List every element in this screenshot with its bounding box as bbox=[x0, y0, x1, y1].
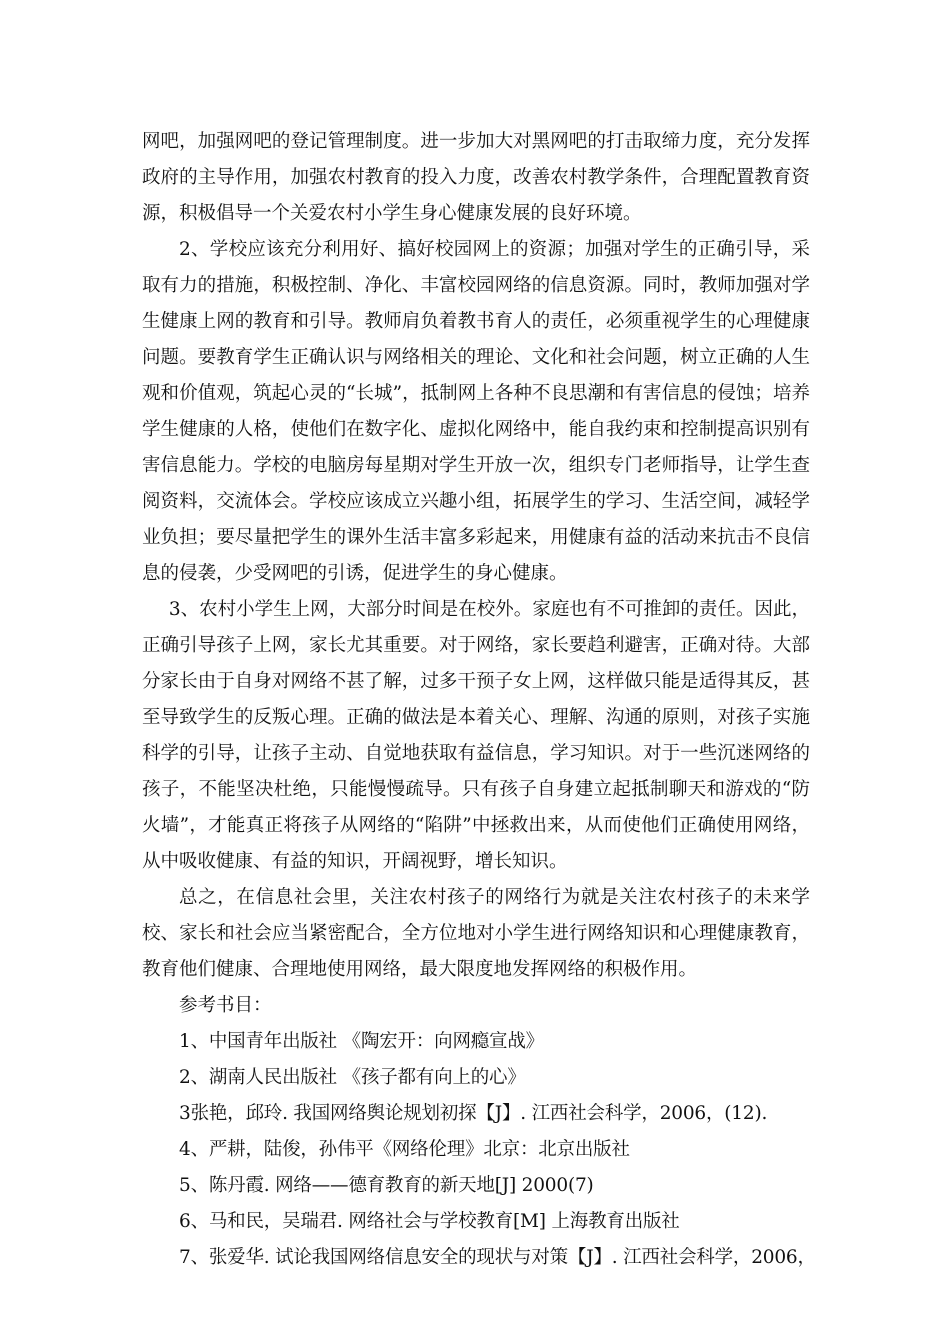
reference-item: 4、严耕，陆俊，孙伟平《网络伦理》北京：北京出版社 bbox=[179, 1139, 630, 1160]
reference-item: 1、中国青年出版社 《陶宏开：向网瘾宣战》 bbox=[179, 1031, 544, 1052]
reference-item: 3张艳，邱玲. 我国网络舆论规划初探【J】. 江西社会科学，2006，(12). bbox=[179, 1103, 768, 1124]
paragraph-family: 3、农村小学生上网，大部分时间是在校外。家庭也有不可推卸的责任。因此，正确引导孩子上网，家长尤其重要。对于网络，家长要趋利避害，正确对待。大部分家长由于自身对网络不甚了解，过多干预子女上网，这样做只能是适得其反，甚至导致学生的反叛心理。正确的做法是本着关心、理解、沟通的原则，对孩子实施科学的引导，让孩子主动、自觉地获取有益信息，学习知识。对于一些沉迷网络的孩子，不能坚决杜绝，只能慢慢疏导。只有孩子自身建立起抵制聊天和游戏的“防火墙”，才能真正将孩子从网络的“陷阱”中拯救出来，从而使他们正确使用网络，从中吸收健康、有益的知识，开阔视野，增长知识。 bbox=[142, 599, 810, 872]
reference-item: 6、马和民，吴瑞君. 网络社会与学校教育[M] 上海教育出版社 bbox=[179, 1211, 680, 1232]
document-page bbox=[142, 124, 816, 1276]
references-heading: 参考书目： bbox=[179, 995, 272, 1016]
reference-item: 2、湖南人民出版社 《孩子都有向上的心》 bbox=[179, 1067, 526, 1088]
paragraph-continuation: 网吧，加强网吧的登记管理制度。进一步加大对黑网吧的打击取缔力度，充分发挥政府的主导作用，加强农村教育的投入力度，改善农村教学条件，合理配置教育资源，积极倡导一个关爱农村小学生身心健康发展的良好环境。 bbox=[142, 131, 810, 224]
references-list bbox=[142, 1024, 816, 1276]
reference-item: 5、陈丹霞. 网络——德育教育的新天地[J] 2000(7) bbox=[179, 1175, 594, 1196]
reference-item: 7、张爱华. 试论我国网络信息安全的现状与对策【J】. 江西社会科学，2006， bbox=[179, 1247, 816, 1268]
paragraph-conclusion: 总之，在信息社会里，关注农村孩子的网络行为就是关注农村孩子的未来学校、家长和社会应当紧密配合，全方位地对小学生进行网络知识和心理健康教育，教育他们健康、合理地使用网络，最大限度地发挥网络的积极作用。 bbox=[142, 887, 810, 980]
paragraph-school: 2、学校应该充分利用好、搞好校园网上的资源；加强对学生的正确引导，采取有力的措施，积极控制、净化、丰富校园网络的信息资源。同时，教师加强对学生健康上网的教育和引导。教师肩负着教书育人的责任，必须重视学生的心理健康问题。要教育学生正确认识与网络相关的理论、文化和社会问题，树立正确的人生观和价值观，筑起心灵的“长城”，抵制网上各种不良思潮和有害信息的侵蚀；培养学生健康的人格，使他们在数字化、虚拟化网络中，能自我约束和控制提高识别有害信息能力。学校的电脑房每星期对学生开放一次，组织专门老师指导，让学生查阅资料，交流体会。学校应该成立兴趣小组，拓展学生的学习、生活空间，减轻学业负担；要尽量把学生的课外生活丰富多彩起来，用健康有益的活动来抗击不良信息的侵袭，少受网吧的引诱，促进学生的身心健康。 bbox=[142, 239, 810, 584]
